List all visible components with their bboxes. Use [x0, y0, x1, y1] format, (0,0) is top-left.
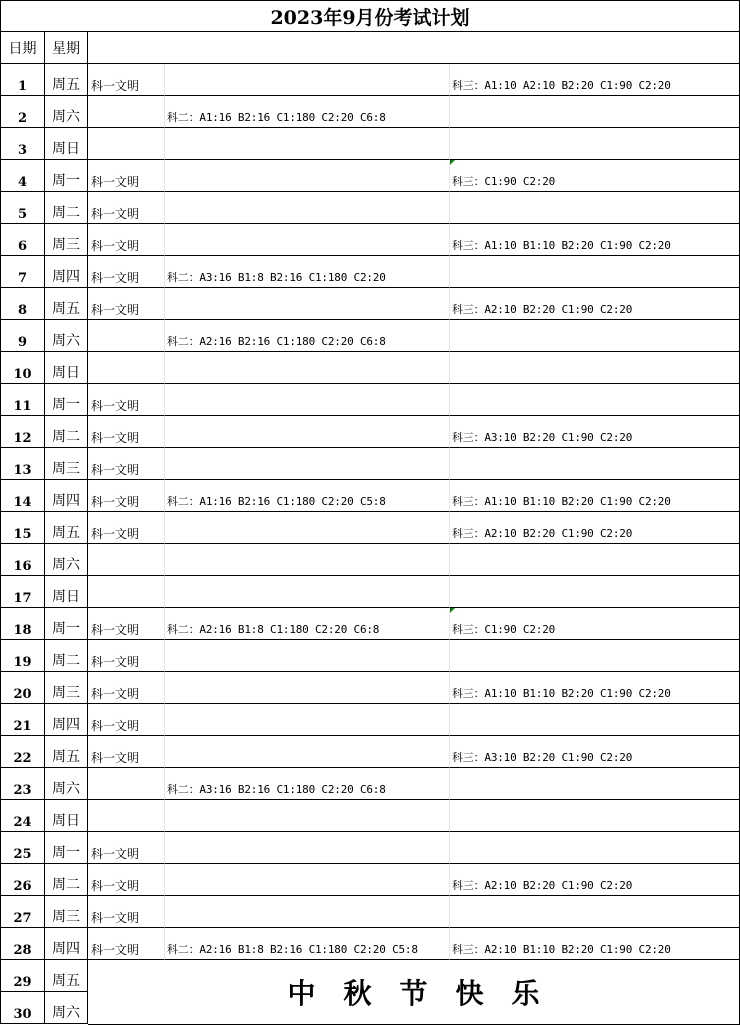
date-cell[interactable]: 7	[0, 256, 45, 288]
date-cell[interactable]: 12	[0, 416, 45, 448]
subject1-cell[interactable]: 科一文明	[88, 640, 165, 672]
subject3-cell[interactable]	[450, 768, 740, 800]
subject2-cell[interactable]	[165, 288, 450, 320]
subject2-cell[interactable]	[165, 736, 450, 768]
table-row	[0, 672, 740, 704]
table-row	[0, 448, 740, 480]
weekday-cell[interactable]: 周五	[45, 288, 88, 320]
subject2-cell[interactable]: 科二：A1:16 B2:16 C1:180 C2:20 C6:8	[165, 96, 450, 128]
subject2-cell[interactable]: 科二：A3:16 B2:16 C1:180 C2:20 C6:8	[165, 768, 450, 800]
subject1-cell[interactable]: 科一文明	[88, 832, 165, 864]
subject1-cell[interactable]: 科一文明	[88, 448, 165, 480]
weekday-cell[interactable]: 周二	[45, 416, 88, 448]
subject2-cell[interactable]	[165, 192, 450, 224]
subject3-cell[interactable]	[450, 256, 740, 288]
subject3-cell[interactable]: 科三：A2:10 B1:10 B2:20 C1:90 C2:20	[450, 928, 740, 960]
subject3-cell[interactable]	[450, 352, 740, 384]
subject1-cell[interactable]: 科一文明	[88, 864, 165, 896]
subject3-cell[interactable]: 科三：A3:10 B2:20 C1:90 C2:20	[450, 736, 740, 768]
mid-autumn-festival-banner: 中秋节快乐	[88, 960, 740, 1025]
subject3-cell[interactable]: 科三：A1:10 B1:10 B2:20 C1:90 C2:20	[450, 224, 740, 256]
subject1-cell[interactable]	[88, 320, 165, 352]
subject3-cell[interactable]	[450, 704, 740, 736]
table-row	[0, 896, 740, 928]
weekday-cell[interactable]: 周四	[45, 928, 88, 960]
date-cell[interactable]: 21	[0, 704, 45, 736]
subject3-cell[interactable]: 科三：A1:10 B1:10 B2:20 C1:90 C2:20	[450, 672, 740, 704]
date-cell[interactable]: 27	[0, 896, 45, 928]
subject2-cell[interactable]	[165, 160, 450, 192]
weekday-cell[interactable]: 周四	[45, 480, 88, 512]
weekday-cell[interactable]: 周二	[45, 864, 88, 896]
weekday-cell[interactable]: 周六	[45, 96, 88, 128]
subject1-cell[interactable]: 科一文明	[88, 512, 165, 544]
weekday-cell[interactable]: 周一	[45, 608, 88, 640]
date-cell[interactable]: 26	[0, 864, 45, 896]
subject2-cell[interactable]	[165, 352, 450, 384]
table-row	[0, 928, 740, 960]
table-row	[0, 800, 740, 832]
date-cell[interactable]: 2	[0, 96, 45, 128]
date-cell[interactable]: 10	[0, 352, 45, 384]
subject1-cell[interactable]: 科一文明	[88, 736, 165, 768]
table-row	[0, 640, 740, 672]
table-row	[0, 224, 740, 256]
date-cell[interactable]: 17	[0, 576, 45, 608]
subject1-cell[interactable]: 科一文明	[88, 64, 165, 96]
subject3-cell[interactable]	[450, 320, 740, 352]
subject1-cell[interactable]: 科一文明	[88, 704, 165, 736]
subject1-cell[interactable]	[88, 128, 165, 160]
subject1-cell[interactable]: 科一文明	[88, 192, 165, 224]
weekday-cell[interactable]: 周一	[45, 384, 88, 416]
weekday-cell[interactable]: 周四	[45, 256, 88, 288]
date-cell[interactable]: 14	[0, 480, 45, 512]
subject1-cell[interactable]: 科一文明	[88, 896, 165, 928]
date-cell[interactable]: 29	[0, 960, 45, 992]
subject3-cell[interactable]	[450, 640, 740, 672]
header-blank	[88, 32, 740, 64]
table-row	[0, 96, 740, 128]
weekday-cell[interactable]: 周日	[45, 352, 88, 384]
subject2-cell[interactable]	[165, 672, 450, 704]
table-row	[0, 320, 740, 352]
subject3-cell[interactable]: 科三：A1:10 A2:10 B2:20 C1:90 C2:20	[450, 64, 740, 96]
subject3-cell[interactable]	[450, 384, 740, 416]
subject3-cell[interactable]	[450, 832, 740, 864]
table-row	[0, 832, 740, 864]
subject1-cell[interactable]	[88, 352, 165, 384]
subject2-cell[interactable]: 科二：A1:16 B2:16 C1:180 C2:20 C5:8	[165, 480, 450, 512]
subject2-cell[interactable]	[165, 384, 450, 416]
table-row	[0, 512, 740, 544]
date-cell[interactable]: 23	[0, 768, 45, 800]
subject3-cell[interactable]: 科三：A2:10 B2:20 C1:90 C2:20	[450, 864, 740, 896]
table-row	[0, 128, 740, 160]
header-date: 日期	[0, 32, 45, 64]
weekday-cell[interactable]: 周三	[45, 672, 88, 704]
subject3-cell[interactable]: 科三：A2:10 B2:20 C1:90 C2:20	[450, 512, 740, 544]
date-cell[interactable]: 22	[0, 736, 45, 768]
subject3-cell[interactable]	[450, 576, 740, 608]
weekday-cell[interactable]: 周日	[45, 800, 88, 832]
weekday-cell[interactable]: 周日	[45, 576, 88, 608]
subject1-cell[interactable]: 科一文明	[88, 384, 165, 416]
table-row	[0, 416, 740, 448]
subject2-cell[interactable]	[165, 576, 450, 608]
subject2-cell[interactable]	[165, 416, 450, 448]
subject1-cell[interactable]	[88, 768, 165, 800]
weekday-cell[interactable]: 周五	[45, 512, 88, 544]
weekday-cell[interactable]: 周六	[45, 320, 88, 352]
sheet-title: 2023年9月份考试计划	[0, 0, 740, 32]
subject3-cell[interactable]: 科三：C1:90 C2:20	[450, 160, 740, 192]
table-row	[0, 480, 740, 512]
weekday-cell[interactable]: 周三	[45, 448, 88, 480]
subject1-cell[interactable]	[88, 544, 165, 576]
table-row	[0, 608, 740, 640]
date-cell[interactable]: 6	[0, 224, 45, 256]
weekday-cell[interactable]: 周一	[45, 832, 88, 864]
weekday-cell[interactable]: 周六	[45, 768, 88, 800]
date-cell[interactable]: 11	[0, 384, 45, 416]
subject1-cell[interactable]: 科一文明	[88, 160, 165, 192]
date-cell[interactable]: 4	[0, 160, 45, 192]
subject1-cell[interactable]: 科一文明	[88, 224, 165, 256]
table-row	[0, 384, 740, 416]
header-weekday: 星期	[45, 32, 88, 64]
subject2-cell[interactable]	[165, 448, 450, 480]
subject2-cell[interactable]	[165, 640, 450, 672]
subject2-cell[interactable]	[165, 512, 450, 544]
table-row	[0, 544, 740, 576]
date-cell[interactable]: 5	[0, 192, 45, 224]
subject2-cell[interactable]: 科二：A2:16 B2:16 C1:180 C2:20 C6:8	[165, 320, 450, 352]
subject3-cell[interactable]: 科三：C1:90 C2:20	[450, 608, 740, 640]
subject3-cell[interactable]	[450, 800, 740, 832]
weekday-cell[interactable]: 周六	[45, 992, 88, 1024]
subject1-cell[interactable]: 科一文明	[88, 608, 165, 640]
subject2-cell[interactable]	[165, 64, 450, 96]
subject2-cell[interactable]	[165, 800, 450, 832]
subject3-cell[interactable]	[450, 544, 740, 576]
subject3-cell[interactable]: 科三：A1:10 B1:10 B2:20 C1:90 C2:20	[450, 480, 740, 512]
subject1-cell[interactable]	[88, 576, 165, 608]
date-cell[interactable]: 3	[0, 128, 45, 160]
subject3-cell[interactable]	[450, 128, 740, 160]
table-row	[0, 736, 740, 768]
subject3-cell[interactable]	[450, 448, 740, 480]
date-cell[interactable]: 30	[0, 992, 45, 1024]
subject1-cell[interactable]: 科一文明	[88, 672, 165, 704]
weekday-cell[interactable]: 周五	[45, 64, 88, 96]
subject1-cell[interactable]: 科一文明	[88, 416, 165, 448]
table-row	[0, 256, 740, 288]
table-row	[0, 192, 740, 224]
weekday-cell[interactable]: 周一	[45, 160, 88, 192]
subject2-cell[interactable]: 科二：A2:16 B1:8 B2:16 C1:180 C2:20 C5:8	[165, 928, 450, 960]
subject1-cell[interactable]: 科一文明	[88, 928, 165, 960]
subject2-cell[interactable]	[165, 896, 450, 928]
table-row	[0, 864, 740, 896]
subject2-cell[interactable]	[165, 544, 450, 576]
weekday-cell[interactable]: 周三	[45, 896, 88, 928]
subject2-cell[interactable]: 科二：A2:16 B1:8 C1:180 C2:20 C6:8	[165, 608, 450, 640]
date-cell[interactable]: 15	[0, 512, 45, 544]
weekday-cell[interactable]: 周二	[45, 640, 88, 672]
subject1-cell[interactable]: 科一文明	[88, 288, 165, 320]
weekday-cell[interactable]: 周五	[45, 960, 88, 992]
subject2-cell[interactable]	[165, 224, 450, 256]
subject2-cell[interactable]	[165, 704, 450, 736]
date-cell[interactable]: 19	[0, 640, 45, 672]
table-row	[0, 64, 740, 96]
date-cell[interactable]: 8	[0, 288, 45, 320]
table-row	[0, 704, 740, 736]
weekday-cell[interactable]: 周三	[45, 224, 88, 256]
weekday-cell[interactable]: 周六	[45, 544, 88, 576]
subject3-cell[interactable]: 科三：A3:10 B2:20 C1:90 C2:20	[450, 416, 740, 448]
date-cell[interactable]: 1	[0, 64, 45, 96]
subject3-cell[interactable]	[450, 896, 740, 928]
date-cell[interactable]: 28	[0, 928, 45, 960]
weekday-cell[interactable]: 周五	[45, 736, 88, 768]
weekday-cell[interactable]: 周四	[45, 704, 88, 736]
subject2-cell[interactable]	[165, 128, 450, 160]
comment-indicator-icon[interactable]	[450, 608, 455, 613]
subject2-cell[interactable]	[165, 864, 450, 896]
subject3-cell[interactable]	[450, 192, 740, 224]
table-row	[0, 576, 740, 608]
subject1-cell[interactable]	[88, 96, 165, 128]
table-row	[0, 768, 740, 800]
comment-indicator-icon[interactable]	[450, 160, 455, 165]
subject3-cell[interactable]	[450, 96, 740, 128]
date-cell[interactable]: 18	[0, 608, 45, 640]
subject1-cell[interactable]: 科一文明	[88, 256, 165, 288]
weekday-cell[interactable]: 周二	[45, 192, 88, 224]
date-cell[interactable]: 24	[0, 800, 45, 832]
table-row	[0, 160, 740, 192]
subject3-cell[interactable]: 科三：A2:10 B2:20 C1:90 C2:20	[450, 288, 740, 320]
weekday-cell[interactable]: 周日	[45, 128, 88, 160]
date-cell[interactable]: 20	[0, 672, 45, 704]
subject1-cell[interactable]	[88, 800, 165, 832]
table-row	[0, 352, 740, 384]
date-cell[interactable]: 16	[0, 544, 45, 576]
date-cell[interactable]: 9	[0, 320, 45, 352]
subject2-cell[interactable]: 科二：A3:16 B1:8 B2:16 C1:180 C2:20	[165, 256, 450, 288]
table-row	[0, 288, 740, 320]
subject1-cell[interactable]: 科一文明	[88, 480, 165, 512]
subject2-cell[interactable]	[165, 832, 450, 864]
date-cell[interactable]: 13	[0, 448, 45, 480]
date-cell[interactable]: 25	[0, 832, 45, 864]
